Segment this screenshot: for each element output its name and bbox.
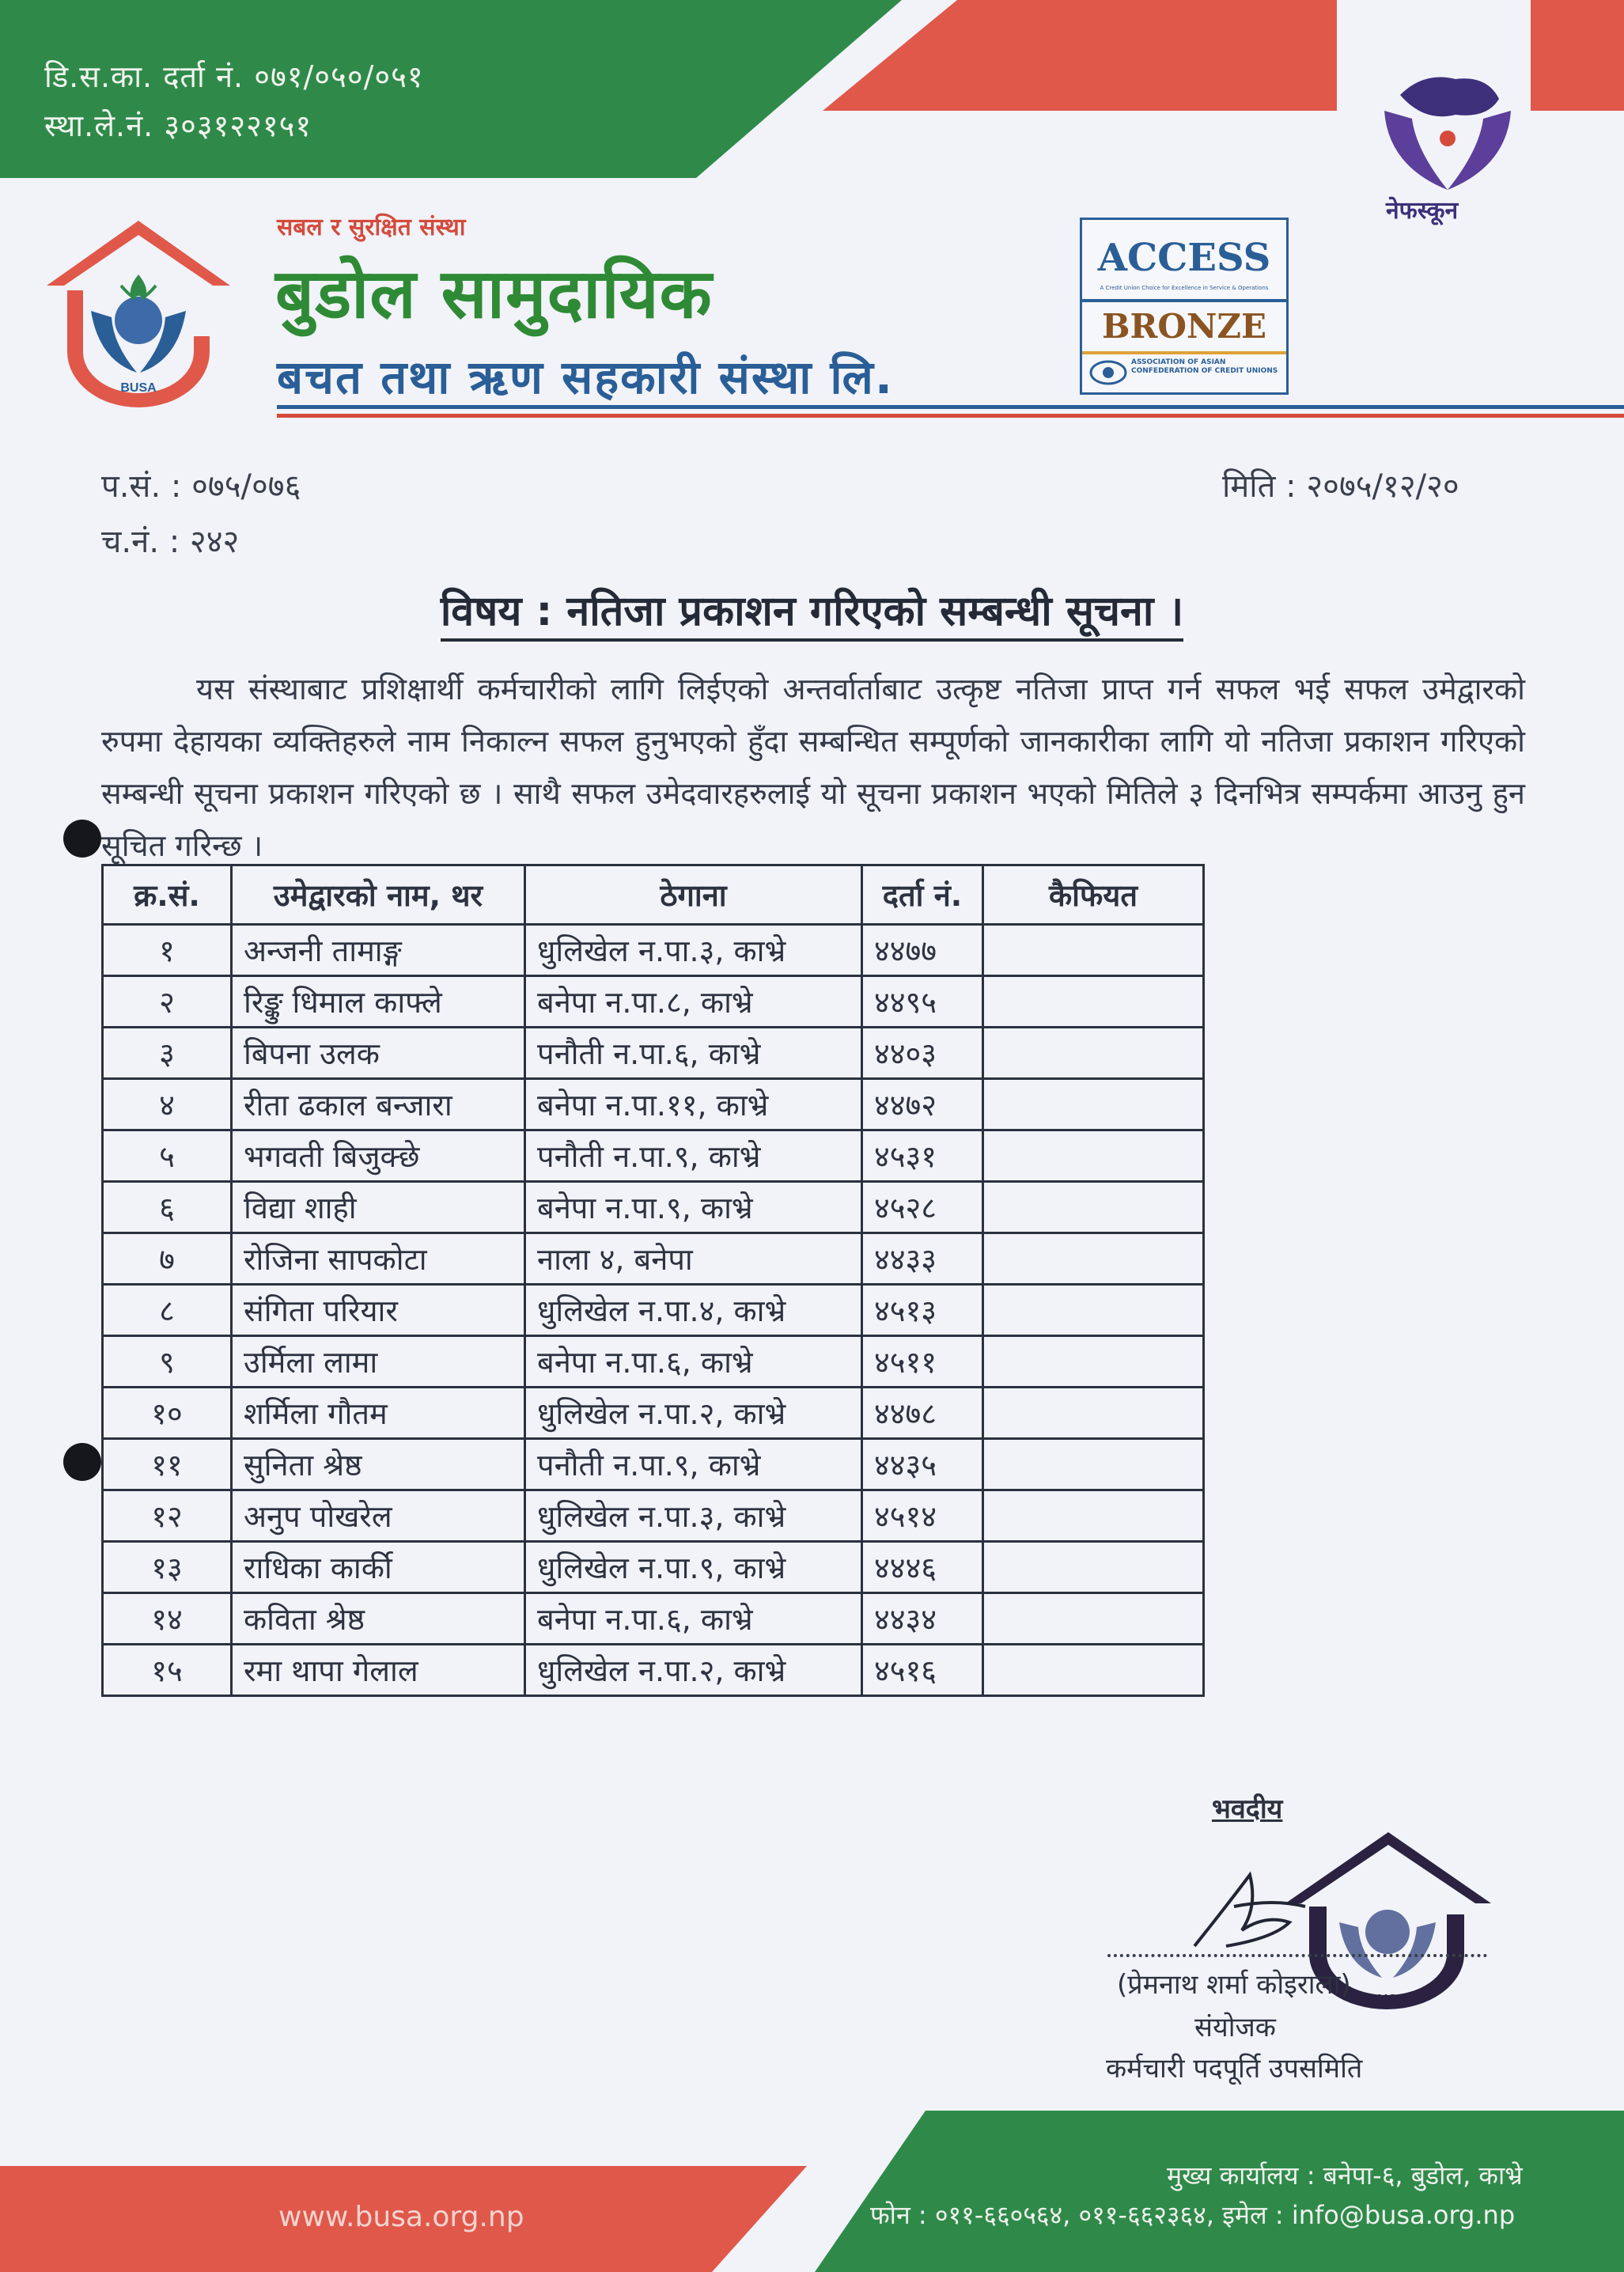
cell-address: धुलिखेल न.पा.९, काभ्रे [525, 1542, 862, 1593]
cell-reg-no: ४४४६ [862, 1542, 983, 1593]
cell-remarks [983, 1182, 1204, 1233]
cell-remarks [983, 925, 1204, 976]
cell-reg-no: ४४३३ [862, 1233, 983, 1285]
cell-name: सुनिता श्रेष्ठ [232, 1439, 525, 1490]
table-row [103, 1645, 1204, 1696]
table-row [103, 976, 1204, 1028]
cell-address: पनौती न.पा.९, काभ्रे [525, 1439, 862, 1490]
footer-office: मुख्य कार्यालय : बनेपा-६, बुडोल, काभ्रे [1167, 2160, 1523, 2191]
cell-address: पनौती न.पा.६, काभ्रे [525, 1028, 862, 1079]
accu-text: ASSOCIATION OF ASIAN CONFEDERATION OF CREDIT UNIONS [1131, 358, 1278, 375]
registration-line-2: स्था.ले.नं. ३०३१२२१५१ [44, 108, 312, 143]
cell-sn: ६ [103, 1182, 232, 1233]
table-body [103, 925, 1204, 1696]
cell-reg-no: ४५११ [862, 1336, 983, 1388]
table-row [103, 1285, 1204, 1336]
punch-hole-bottom [63, 1443, 101, 1481]
table-row [103, 1542, 1204, 1593]
subject-line [0, 581, 1624, 638]
table-row [103, 1439, 1204, 1490]
cell-name: संगिता परियार [232, 1285, 525, 1336]
header-rule-blue [277, 405, 1624, 409]
header-name: उमेद्वारको नाम, थर [232, 865, 525, 925]
cell-name: राधिका कार्की [232, 1542, 525, 1593]
cell-remarks [983, 1285, 1204, 1336]
header-address: ठेगाना [525, 865, 862, 925]
stamp-text: BUSA [1367, 1992, 1408, 2008]
busa-logo-text: BUSA [120, 381, 157, 395]
cell-remarks [983, 1542, 1204, 1593]
cell-remarks [983, 1028, 1204, 1079]
cell-reg-no: ४४७७ [862, 925, 983, 976]
cell-reg-no: ४५१६ [862, 1645, 983, 1696]
letter-date: मिति : २०७५/१२/२० [1222, 468, 1459, 505]
cell-remarks [983, 1079, 1204, 1130]
cell-name: कविता श्रेष्ठ [232, 1593, 525, 1645]
access-word: ACCESS [1097, 236, 1271, 280]
cell-name: रोजिना सापकोटा [232, 1233, 525, 1285]
nefscun-logo [1368, 63, 1527, 206]
cell-name: अनुप पोखरेल [232, 1490, 525, 1542]
org-tagline: सबल र सुरक्षित संस्था [277, 214, 466, 241]
org-subtitle: बचत तथा ऋण सहकारी संस्था लि. [277, 350, 894, 404]
cell-address: बनेपा न.पा.६, काभ्रे [525, 1336, 862, 1388]
signatory-title: संयोजक [1194, 2012, 1276, 2043]
fiscal-year: प.सं. : ०७५/०७६ [101, 468, 301, 505]
cell-sn: १५ [103, 1645, 232, 1696]
subject-text: विषय : नतिजा प्रकाशन गरिएको सम्बन्धी सूचना । [441, 588, 1183, 642]
cell-remarks [983, 1233, 1204, 1285]
cell-address: बनेपा न.पा.९, काभ्रे [525, 1182, 862, 1233]
nefscun-label: नेफस्कून [1386, 197, 1459, 225]
signature-line [1107, 1954, 1487, 1957]
dispatch-number: च.नं. : २४२ [101, 524, 240, 560]
table-row [103, 1182, 1204, 1233]
cell-remarks [983, 1336, 1204, 1388]
busa-logo [44, 218, 233, 407]
cell-name: बिपना उलक [232, 1028, 525, 1079]
cell-name: उर्मिला लामा [232, 1336, 525, 1388]
accu-icon [1088, 359, 1128, 386]
cell-address: धुलिखेल न.पा.३, काभ्रे [525, 1490, 862, 1542]
table-row [103, 1130, 1204, 1182]
cell-address: पनौती न.पा.९, काभ्रे [525, 1130, 862, 1182]
cell-name: भगवती बिजुक्छे [232, 1130, 525, 1182]
cell-sn: १३ [103, 1542, 232, 1593]
closing-word: भवदीय [1212, 1793, 1283, 1825]
access-bronze-badge [1080, 218, 1289, 395]
cell-reg-no: ४५१४ [862, 1490, 983, 1542]
table-header-row [103, 865, 1204, 925]
cell-reg-no: ४४९५ [862, 976, 983, 1028]
cell-remarks [983, 1388, 1204, 1439]
cell-name: अन्जनी तामाङ्ग [232, 925, 525, 976]
table-row [103, 1028, 1204, 1079]
cell-sn: ५ [103, 1130, 232, 1182]
cell-address: धुलिखेल न.पा.४, काभ्रे [525, 1285, 862, 1336]
cell-reg-no: ४५१३ [862, 1285, 983, 1336]
cell-sn: २ [103, 976, 232, 1028]
cell-sn: १० [103, 1388, 232, 1439]
cell-name: शर्मिला गौतम [232, 1388, 525, 1439]
cell-address: बनेपा न.पा.८, काभ्रे [525, 976, 862, 1028]
signatory-committee: कर्मचारी पदपूर्ति उपसमिति [1106, 2053, 1363, 2085]
table-row [103, 1593, 1204, 1645]
cell-reg-no: ४४७८ [862, 1388, 983, 1439]
cell-address: बनेपा न.पा.६, काभ्रे [525, 1593, 862, 1645]
footer-website: www.busa.org.np [278, 2201, 524, 2233]
signature-scribble [1179, 1859, 1321, 1962]
header-remarks: कैफियत [983, 865, 1204, 925]
cell-remarks [983, 1645, 1204, 1696]
table-row [103, 1233, 1204, 1285]
cell-remarks [983, 1593, 1204, 1645]
cell-reg-no: ४४३५ [862, 1439, 983, 1490]
cell-sn: ३ [103, 1028, 232, 1079]
footer-contact: फोन : ०११-६६०५६४, ०११-६६२३६४, इमेल : info@busa.org.np [870, 2200, 1516, 2230]
header-reg-no: दर्ता नं. [862, 865, 983, 925]
cell-address: धुलिखेल न.पा.२, काभ्रे [525, 1388, 862, 1439]
table-row [103, 1079, 1204, 1130]
header-sn: क्र.सं. [103, 865, 232, 925]
bronze-word: BRONZE [1082, 299, 1286, 354]
notice-body: यस संस्थाबाट प्रशिक्षार्थी कर्मचारीको लागि लिईएको अन्तर्वार्ताबाट उत्कृष्ट नतिजा प्राप्त गर्न सफल भई सफल उमेद्वारको रुपमा देहायका व्यक्तिहरुले नाम निकाल्न सफल हुनुभएको हुँदा सम्बन्धित सम्पूर्णको जानकारीका लागि यो नतिजा प्रकाशन गरिएको सम्बन्धी सूचना प्रकाशन गरिएको छ । साथै सफल उमेदवारहरुलाई यो सूचना प्रकाशन भएको मितिले ३ दिनभित्र सम्पर्कमा आउनु हुन सूचित गरिन्छ । [101, 672, 1525, 863]
cell-sn: १२ [103, 1490, 232, 1542]
cell-address: नाला ४, बनेपा [525, 1233, 862, 1285]
cell-sn: ८ [103, 1285, 232, 1336]
signatory-name: (प्रेमनाथ शर्मा कोइराला) [1117, 1969, 1351, 2001]
cell-address: धुलिखेल न.पा.३, काभ्रे [525, 925, 862, 976]
cell-sn: ४ [103, 1079, 232, 1130]
cell-sn: ७ [103, 1233, 232, 1285]
cell-name: विद्या शाही [232, 1182, 525, 1233]
cell-sn: १ [103, 925, 232, 976]
cell-name: रमा थापा गेलाल [232, 1645, 525, 1696]
cell-reg-no: ४४३४ [862, 1593, 983, 1645]
cell-reg-no: ४५३१ [862, 1130, 983, 1182]
cell-remarks [983, 976, 1204, 1028]
table-row [103, 1336, 1204, 1388]
table-row [103, 925, 1204, 976]
cell-address: धुलिखेल न.पा.२, काभ्रे [525, 1645, 862, 1696]
cell-remarks [983, 1130, 1204, 1182]
cell-reg-no: ४४०३ [862, 1028, 983, 1079]
punch-hole-top [63, 820, 101, 858]
cell-reg-no: ४५२८ [862, 1182, 983, 1233]
cell-remarks [983, 1439, 1204, 1490]
cell-sn: ११ [103, 1439, 232, 1490]
cell-sn: १४ [103, 1593, 232, 1645]
access-tagline: A Credit Union Choice for Excellence in Service & Operations [1100, 285, 1269, 291]
table-row [103, 1388, 1204, 1439]
cell-name: रीता ढकाल बन्जारा [232, 1079, 525, 1130]
cell-reg-no: ४४७२ [862, 1079, 983, 1130]
header-rule-red [277, 414, 1624, 418]
registration-line-1: डि.स.का. दर्ता नं. ०७१/०५०/०५१ [44, 59, 424, 94]
org-name: बुडोल सामुदायिक [275, 255, 713, 334]
table-row [103, 1490, 1204, 1542]
cell-address: बनेपा न.पा.११, काभ्रे [525, 1079, 862, 1130]
cell-sn: ९ [103, 1336, 232, 1388]
cell-name: रिङ्कु धिमाल काफ्ले [232, 976, 525, 1028]
cell-remarks [983, 1490, 1204, 1542]
results-table [101, 864, 1205, 1697]
